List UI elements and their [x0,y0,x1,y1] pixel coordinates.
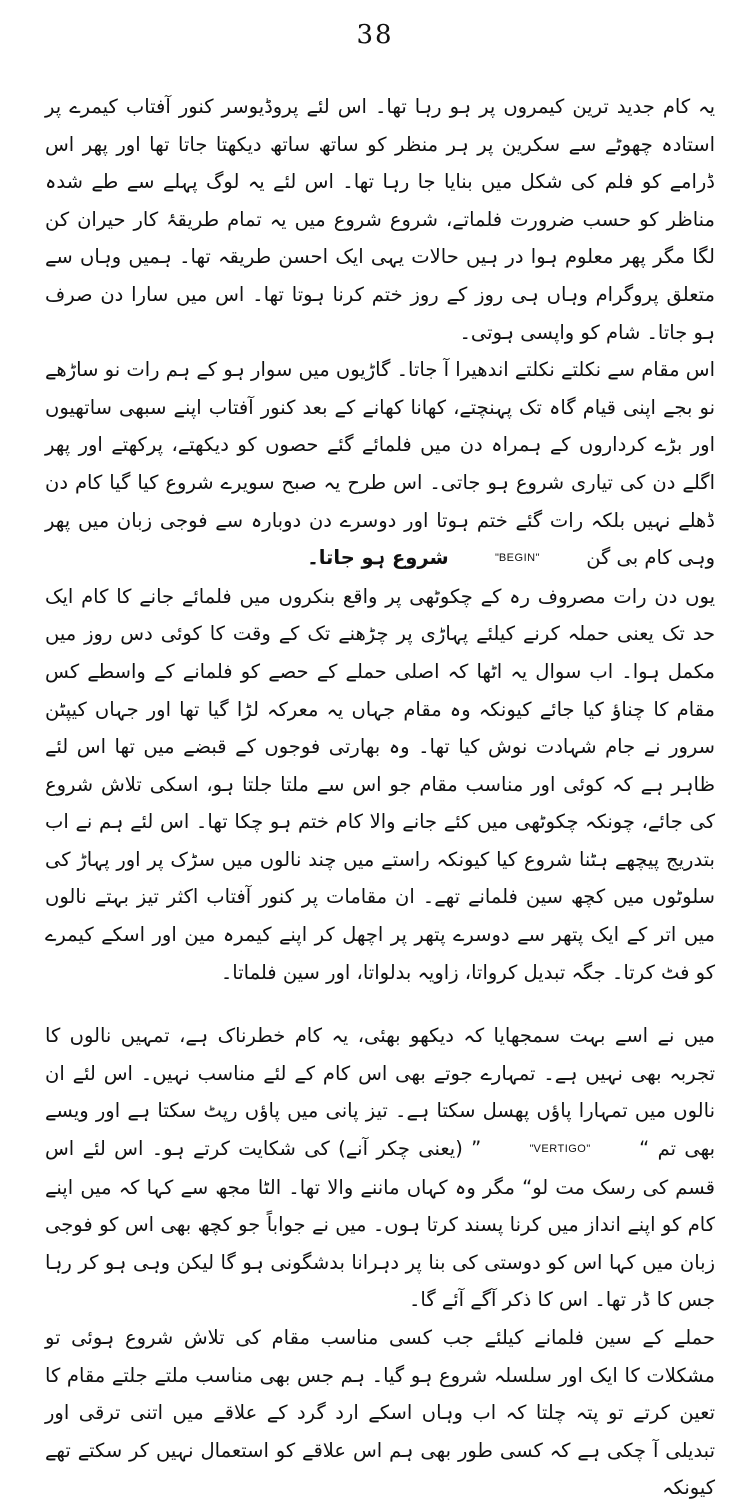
paragraph-4-tail: ” (یعنی چکر آنے) کی شکایت کرتے ہو۔ اس لئے اس قسم کی رسک مت لو“ مگر وہ کہاں ماننے والا تھا۔ الٹا مجھ سے کہا کہ میں اپنے کام کو اپنے انداز میں کرنا پسند کرتا ہوں۔ میں نے جواباً جو کچھ بھی اس کو فوجی زبان میں کہا اس کو دوستی کی بنا پر دہرانا بدشگونی ہو گا لیکن وہی ہو کر رہا جس کا ڈر تھا۔ اس کا ذکر آگے آئے گا۔ [45,1137,715,1312]
latin-term-begin: "BEGIN" [494,552,540,565]
paragraph-2-text: اس مقام سے نکلتے نکلتے اندھیرا آ جاتا۔ گاڑیوں میں سوار ہو کے ہم رات نو ساڑھے نو بجے اپنی قیام گاہ تک پہنچتے، کھانا کھانے کے بعد کنور آفتاب اپنے سبھی ساتھیوں اور بڑے کرداروں کے ہمراہ دن میں فلمائے گئے حصوں کو دیکھتے، پرکھتے اور پھر اگلے دن کی تیاری شروع ہو جاتی۔ اس طرح یہ صبح سویرے شروع کیا گیا کام دن ڈھلے نہیں بلکہ رات گئے ختم ہوتا اور دوسرے دن دوبارہ سے فوجی زبان میں پھر وہی کام بی گن [45,358,715,570]
paragraph-4 [45,1017,715,1319]
paragraph-5: حملے کے سین فلمانے کیلئے جب کسی مناسب مقام کی تلاش شروع ہوئی تو مشکلات کا ایک اور سلسلہ شروع ہو گیا۔ ہم جس بھی مناسب ملتے جلتے مقام کا تعین کرتے تو پتہ چلتا کہ اب وہاں اسکے ارد گرد کے علاقے میں اتنی ترقی اور تبدیلی آ چکی ہے کہ کسی طور بھی ہم اس علاقے کو استعمال نہیں کر سکتے تھے کیونکہ [45,1326,715,1500]
paragraph-3: یوں دن رات مصروف رہ کے چکوٹھی پر واقع بنکروں میں فلمائے جانے کا کام ایک حد تک یعنی حملہ کرنے کیلئے پہاڑی پر چڑھنے تک کے وقت کا کوئی دس روز میں مکمل ہوا۔ اب سوال یہ اٹھا کہ اصلی حملے کے حصے کو فلمانے کے واسطے کس مقام کا چناؤ کیا جائے کیونکہ وہ مقام جہاں یہ معرکہ لڑا گیا تھا اور جہاں کیپٹن سرور نے جام شہادت نوش کیا تھا۔ وہ بھارتی فوجوں کے قبضے میں تھا اس لئے ظاہر ہے کہ کوئی اور مناسب مقام جو اس سے ملتا جلتا ہو، اسکی تلاش شروع کی جائے، چونکہ چکوٹھی میں کئے جانے والا کام ختم ہو چکا تھا۔ اس لئے ہم نے اب بتدریج پیچھے ہٹنا شروع کیا کیونکہ راستے میں چند نالوں میں سڑک پر اور پہاڑ کی سلوٹوں میں کچھ سین فلمانے تھے۔ ان مقامات پر کنور آفتاب اکثر تیز بہتے نالوں میں اتر کے ایک پتھر سے دوسرے پتھر پر اچھل کر اپنے کیمرہ مین اور اسکے کیمرے کو فٹ کرتا۔ جگہ تبدیل کرواتا، زاویہ بدلواتا، اور سین فلماتا۔ [45,584,715,984]
paragraph-2-tail: شروع ہو جاتا۔ [307,546,449,570]
latin-term-vertigo: "VERTIGO" [529,1143,591,1156]
page-number: 38 [356,20,394,50]
paragraph-2 [45,351,715,578]
paragraph-1: یہ کام جدید ترین کیمروں پر ہو رہا تھا۔ اس لئے پروڈیوسر کنور آفتاب کیمرے پر استادہ چھوٹے سے سکرین پر ہر منظر کو ساتھ ساتھ دیکھتا جاتا تھا اور پھر اس ڈرامے کو فلم کی شکل میں بنایا جا رہا تھا۔ اس لئے یہ لوگ پہلے سے طے شدہ مناظر کو حسب ضرورت فلماتے، شروع شروع میں یہ تمام طریقۂ کار حیران کن لگا مگر پھر معلوم ہوا در ہیں حالات یہی ایک احسن طریقہ تھا۔ ہمیں وہاں سے متعلق پروگرام وہاں ہی روز کے روز ختم کرنا ہوتا تھا۔ اس میں سارا دن صرف ہو جاتا۔ شام کو واپسی ہوتی۔ [45,95,715,344]
page-body [45,88,715,1507]
paragraph-4-text: میں نے اسے بہت سمجھایا کہ دیکھو بھئی، یہ کام خطرناک ہے، تمہیں نالوں کا تجربہ بھی نہیں ہے۔ تمہارے جوتے بھی اس کام کے لئے مناسب نہیں۔ اس لئے ان نالوں میں تمہارا پاؤں پھسل سکتا ہے۔ تیز پانی میں پاؤں رپٹ سکتا ہے اور ویسے بھی تم “ [45,1024,716,1161]
